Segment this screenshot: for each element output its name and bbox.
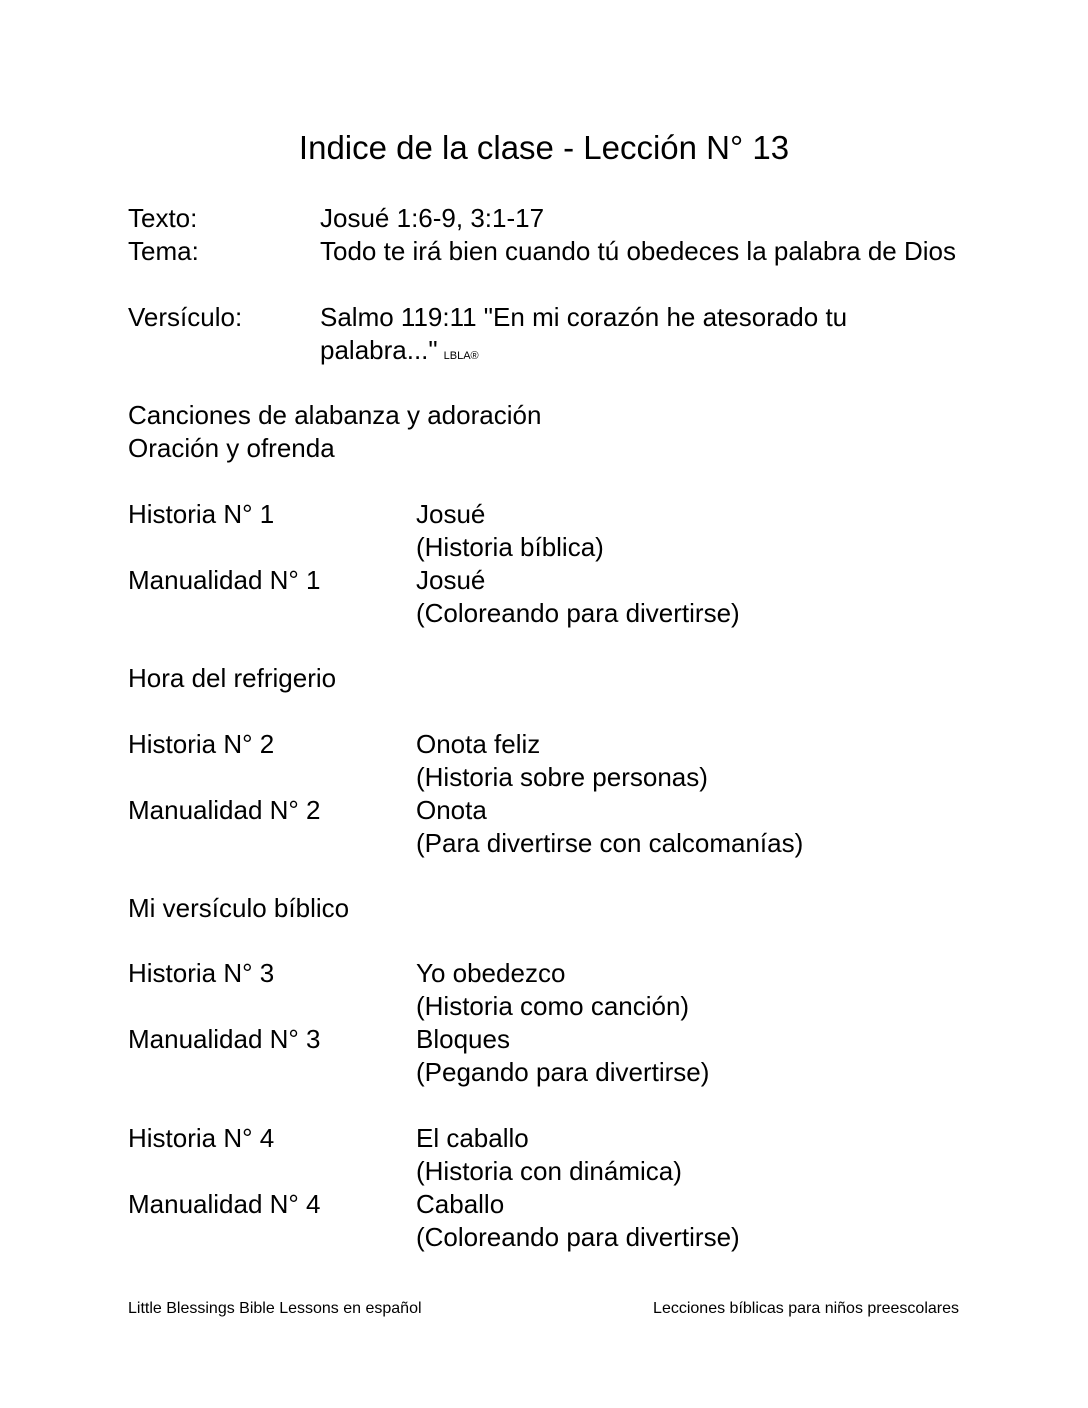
story-4-label: Historia N° 4 [128,1123,275,1153]
texto-value: Josué 1:6-9, 3:1-17 [320,203,545,233]
story-2-label: Historia N° 2 [128,729,275,759]
story-3-type: (Historia como canción) [416,991,690,1021]
craft-3-title: Bloques [416,1024,510,1054]
story-3-label: Historia N° 3 [128,958,275,988]
texto-label: Texto: [128,203,198,233]
translation-note: LBLA® [443,350,479,362]
tema-label: Tema: [128,236,199,266]
craft-2-label: Manualidad N° 2 [128,795,321,825]
craft-2-type: (Para divertirse con calcomanías) [416,828,804,858]
craft-4-type: (Coloreando para divertirse) [416,1222,740,1252]
snack-item: Hora del refrigerio [128,663,337,693]
craft-1-type: (Coloreando para divertirse) [416,598,740,628]
craft-3-type: (Pegando para divertirse) [416,1057,710,1087]
prayer-item: Oración y ofrenda [128,433,335,463]
story-4-type: (Historia con dinámica) [416,1156,682,1186]
story-1-title: Josué [416,499,486,529]
craft-3-label: Manualidad N° 3 [128,1024,321,1054]
craft-4-title: Caballo [416,1189,505,1219]
story-1-type: (Historia bíblica) [416,532,604,562]
story-4-title: El caballo [416,1123,529,1153]
versiculo-label: Versículo: [128,302,243,332]
versiculo-value: Salmo 119:11 "En mi corazón he atesorado tu palabra..." [320,302,848,365]
versiculo-block [320,301,920,367]
story-2-title: Onota feliz [416,729,541,759]
story-2-type: (Historia sobre personas) [416,762,708,792]
footer-left: Little Blessings Bible Lessons en español [128,1300,422,1317]
page-title: Indice de la clase - Lección N° 13 [298,129,790,166]
songs-item: Canciones de alabanza y adoración [128,400,542,430]
tema-value: Todo te irá bien cuando tú obedeces la palabra de Dios [320,236,956,266]
craft-2-title: Onota [416,795,487,825]
craft-1-title: Josué [416,565,486,595]
story-3-title: Yo obedezco [416,958,566,988]
story-1-label: Historia N° 1 [128,499,275,529]
footer-right: Lecciones bíblicas para niños preescolares [653,1300,959,1317]
verse-item: Mi versículo bíblico [128,893,350,923]
craft-4-label: Manualidad N° 4 [128,1189,321,1219]
craft-1-label: Manualidad N° 1 [128,565,321,595]
